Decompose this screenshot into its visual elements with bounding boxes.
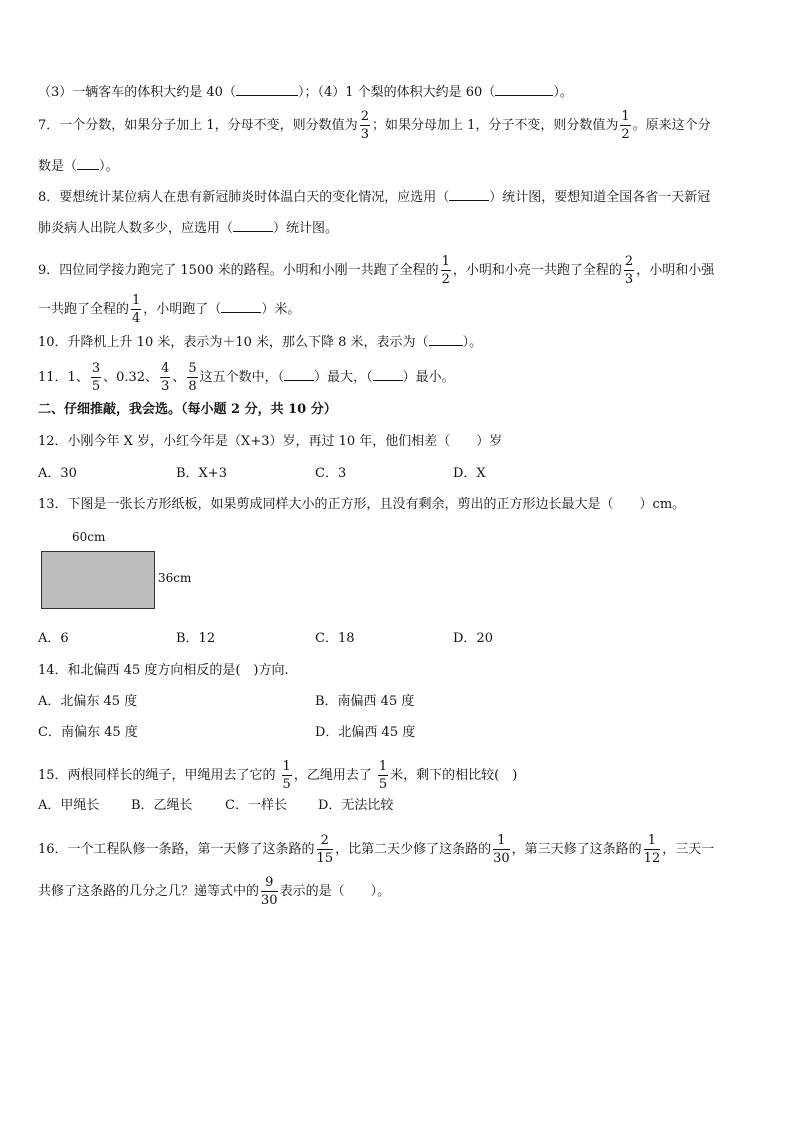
section-heading: 二、仔细推敲，我会选。（每小题 2 分，共 10 分） [38, 402, 337, 417]
option-d[interactable]: D．无法比较 [318, 798, 394, 813]
question-7-line-2: 数是（ ）。 [38, 156, 119, 176]
rectangle-height-label: 36cm [158, 571, 192, 585]
option-a[interactable]: A．30 [38, 466, 77, 481]
fraction: $\frac{9}{30}$ [261, 875, 278, 908]
question-16-line-1: 16．一个工程队修一条路，第一天修了这条路的 $\frac{2}{15}$ ，比第二天少修了这条路的 $\frac{1}{30}$ ，第三天修了这条路的 $\frac{1}{12}$ ，三天一 [38, 833, 715, 866]
option-d[interactable]: D．20 [453, 631, 493, 646]
option-a[interactable]: A．6 [38, 631, 69, 646]
question-15: 15．两根同样长的绳子，甲绳用去了它的 $\frac{1}{5}$ ，乙绳用去了 $\frac{1}{5}$ 米，剩下的相比较( ) [38, 759, 518, 792]
answer-blank[interactable] [449, 187, 489, 201]
option-c[interactable]: C．一样长 [225, 798, 287, 813]
fraction: $\frac{1}{12}$ [643, 833, 661, 866]
fraction: $\frac{1}{2}$ [441, 254, 450, 287]
cardboard-rectangle [41, 551, 155, 609]
fraction: $\frac{5}{8}$ [188, 361, 197, 394]
answer-blank[interactable] [233, 218, 273, 232]
fraction: $\frac{1}{5}$ [282, 759, 291, 792]
option-c[interactable]: C．18 [315, 631, 355, 646]
option-c[interactable]: C．3 [315, 466, 347, 481]
fraction: $\frac{4}{3}$ [161, 361, 170, 394]
question-16-line-2: 共修了这条路的几分之几？递等式中的 $\frac{9}{30}$ 表示的是（ ）。 [38, 875, 391, 908]
question-6-continuation: （3）一辆客车的体积大约是 40（ ）；（4）1 个梨的体积大约是 60（ ）。 [38, 82, 573, 102]
question-12: 12．小刚今年 X 岁，小红今年是（X+3）岁，再过 10 年，他们相差（ ）岁 [38, 434, 503, 449]
question-13: 13．下图是一张长方形纸板，如果剪成同样大小的正方形，且没有剩余，剪出的正方形边长最大是（ ）cm。 [38, 497, 686, 512]
option-d[interactable]: D．X [453, 466, 486, 481]
question-8-line-1: 8．要想统计某位病人在患有新冠肺炎时体温白天的变化情况，应选用（ ）统计图，要想知道全国各省一天新冠 [38, 187, 710, 207]
question-9-line-1: 9．四位同学接力跑完了 1500 米的路程。小明和小刚一共跑了全程的 $\frac{1}{2}$ ，小明和小亮一共跑了全程的 $\frac{2}{3}$ ，小明和小强 [38, 254, 715, 287]
fraction: $\frac{1}{5}$ [378, 759, 388, 792]
answer-blank[interactable] [495, 82, 553, 96]
option-d[interactable]: D．北偏西 45 度 [315, 725, 416, 740]
rectangle-width-label: 60cm [72, 530, 106, 544]
question-7-line-1: 7．一个分数，如果分子加上 1，分母不变，则分数值为 $\frac{2}{3}$ ；如果分母加上 1，分子不变，则分数值为 $\frac{1}{2}$ 。原来这个分 [38, 109, 711, 142]
question-14: 14．和北偏西 45 度方向相反的是( )方向. [38, 663, 289, 678]
answer-blank[interactable] [284, 367, 314, 381]
answer-blank[interactable] [221, 299, 261, 313]
question-10: 10．升降机上升 10 米，表示为＋10 米，那么下降 8 米，表示为（ ）。 [38, 332, 482, 352]
option-b[interactable]: B．12 [176, 631, 216, 646]
fraction: $\frac{3}{5}$ [91, 361, 101, 394]
answer-blank[interactable] [236, 82, 298, 96]
question-11: 11．1、 $\frac{3}{5}$ 、0.32、 $\frac{4}{3}$ 、 $\frac{5}{8}$ 这五个数中，（ ）最大，（ ）最小。 [38, 361, 455, 394]
question-9-line-2: 一共跑了全程的 $\frac{1}{4}$ ，小明跑了（ ）米。 [38, 293, 301, 326]
fraction: $\frac{2}{3}$ [360, 109, 369, 142]
option-a[interactable]: A．北偏东 45 度 [38, 694, 138, 709]
option-a[interactable]: A．甲绳长 [38, 798, 100, 813]
option-b[interactable]: B．南偏西 45 度 [315, 694, 415, 709]
fraction: $\frac{1}{4}$ [132, 293, 141, 326]
question-8-line-2: 肺炎病人出院人数多少，应选用（ ）统计图。 [38, 218, 338, 238]
option-b[interactable]: B．乙绳长 [131, 798, 193, 813]
fraction: $\frac{2}{3}$ [624, 254, 634, 287]
answer-blank[interactable] [77, 156, 99, 170]
option-c[interactable]: C．南偏东 45 度 [38, 725, 138, 740]
option-b[interactable]: B．X+3 [176, 466, 227, 481]
fraction: $\frac{1}{30}$ [493, 833, 510, 866]
fraction: $\frac{2}{15}$ [316, 833, 334, 866]
answer-blank[interactable] [373, 367, 403, 381]
fraction: $\frac{1}{2}$ [621, 109, 630, 142]
answer-blank[interactable] [429, 332, 463, 346]
